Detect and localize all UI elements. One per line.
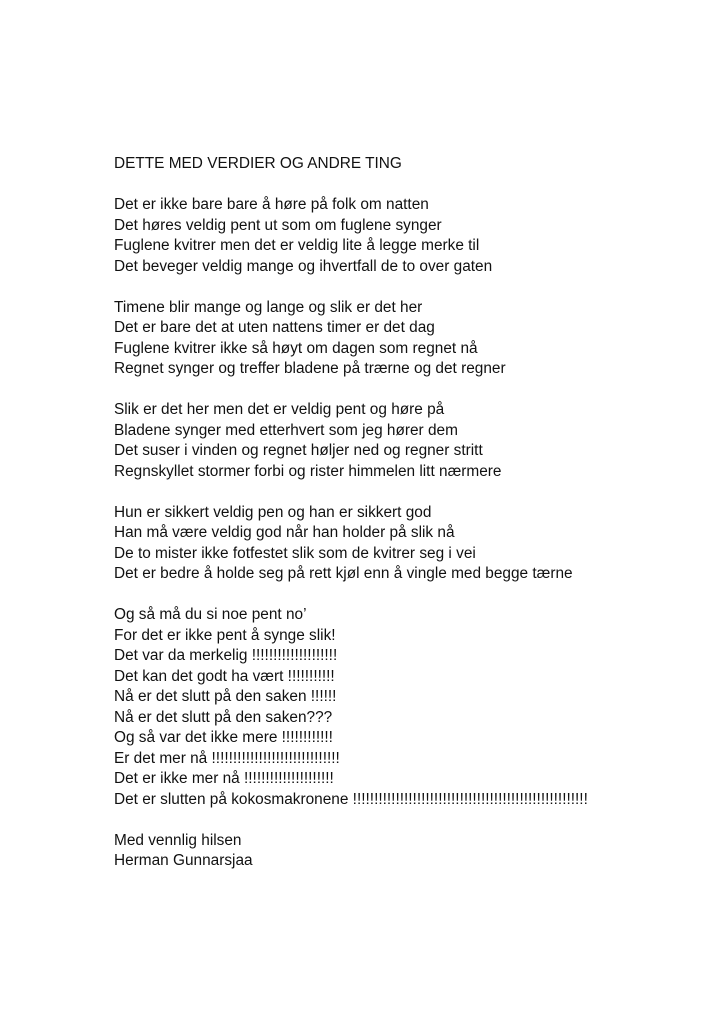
poem-line: Det er ikke mer nå !!!!!!!!!!!!!!!!!!!!! — [114, 770, 334, 787]
letter-body — [114, 154, 694, 872]
document-title: DETTE MED VERDIER OG ANDRE TING — [114, 155, 402, 172]
stanza-4 — [114, 503, 694, 585]
poem-line: Hun er sikkert veldig pen og han er sikkert god — [114, 503, 432, 521]
poem-line: Det beveger veldig mange og ihvertfall de to over gaten — [114, 257, 493, 275]
stanza-5 — [114, 605, 694, 810]
poem-line: Timene blir mange og lange og slik er det her — [114, 298, 423, 316]
spacer — [114, 585, 694, 606]
poem-line: Det er ikke bare bare å høre på folk om natten — [114, 196, 429, 213]
spacer — [114, 810, 694, 831]
poem-line: Fuglene kvitrer men det er veldig lite å legge merke til — [114, 237, 480, 254]
poem-line: Regnskyllet stormer forbi og rister himmelen litt nærmere — [114, 462, 502, 480]
spacer — [114, 175, 694, 196]
stanza-1 — [114, 195, 694, 277]
closing-greeting: Med vennlig hilsen — [114, 831, 242, 849]
spacer — [114, 380, 694, 401]
poem-line: Det kan det godt ha vært !!!!!!!!!!! — [114, 667, 335, 685]
spacer — [114, 482, 694, 503]
poem-line: Slik er det her men det er veldig pent og høre på — [114, 401, 445, 418]
poem-line: For det er ikke pent å synge slik! — [114, 626, 336, 644]
stanza-2 — [114, 298, 694, 380]
poem-line: Han må være veldig god når han holder på slik nå — [114, 524, 455, 541]
poem-line: Fuglene kvitrer ikke så høyt om dagen som regnet nå — [114, 339, 478, 357]
spacer — [114, 277, 694, 298]
poem-line: Det var da merkelig !!!!!!!!!!!!!!!!!!!! — [114, 647, 338, 664]
poem-line: Og så var det ikke mere !!!!!!!!!!!! — [114, 729, 333, 746]
poem-line: De to mister ikke fotfestet slik som de kvitrer seg i vei — [114, 544, 476, 562]
poem-line: Det er bare det at uten nattens timer er det dag — [114, 319, 435, 336]
poem-line: Er det mer nå !!!!!!!!!!!!!!!!!!!!!!!!!!!!!! — [114, 749, 340, 767]
poem-line: Nå er det slutt på den saken !!!!!! — [114, 688, 337, 705]
poem-line: Nå er det slutt på den saken??? — [114, 708, 333, 726]
poem-line: Det høres veldig pent ut som om fuglene synger — [114, 216, 442, 234]
poem-line: Regnet synger og treffer bladene på trærne og det regner — [114, 360, 506, 377]
poem-line: Bladene synger med etterhvert som jeg hører dem — [114, 421, 458, 439]
poem-line: Det er bedre å holde seg på rett kjøl enn å vingle med begge tærne — [114, 565, 573, 582]
closing — [114, 831, 694, 872]
signature-name: Herman Gunnarsjaa — [114, 852, 253, 869]
stanza-3 — [114, 400, 694, 482]
poem-line: Og så må du si noe pent no’ — [114, 606, 307, 623]
poem-line: Det er slutten på kokosmakronene !!!!!!!!!!!!!!!!!!!!!!!!!!!!!!!!!!!!!!!!!!!!!!!!!!!!!!! — [114, 790, 588, 808]
poem-line: Det suser i vinden og regnet høljer ned og regner stritt — [114, 442, 483, 459]
